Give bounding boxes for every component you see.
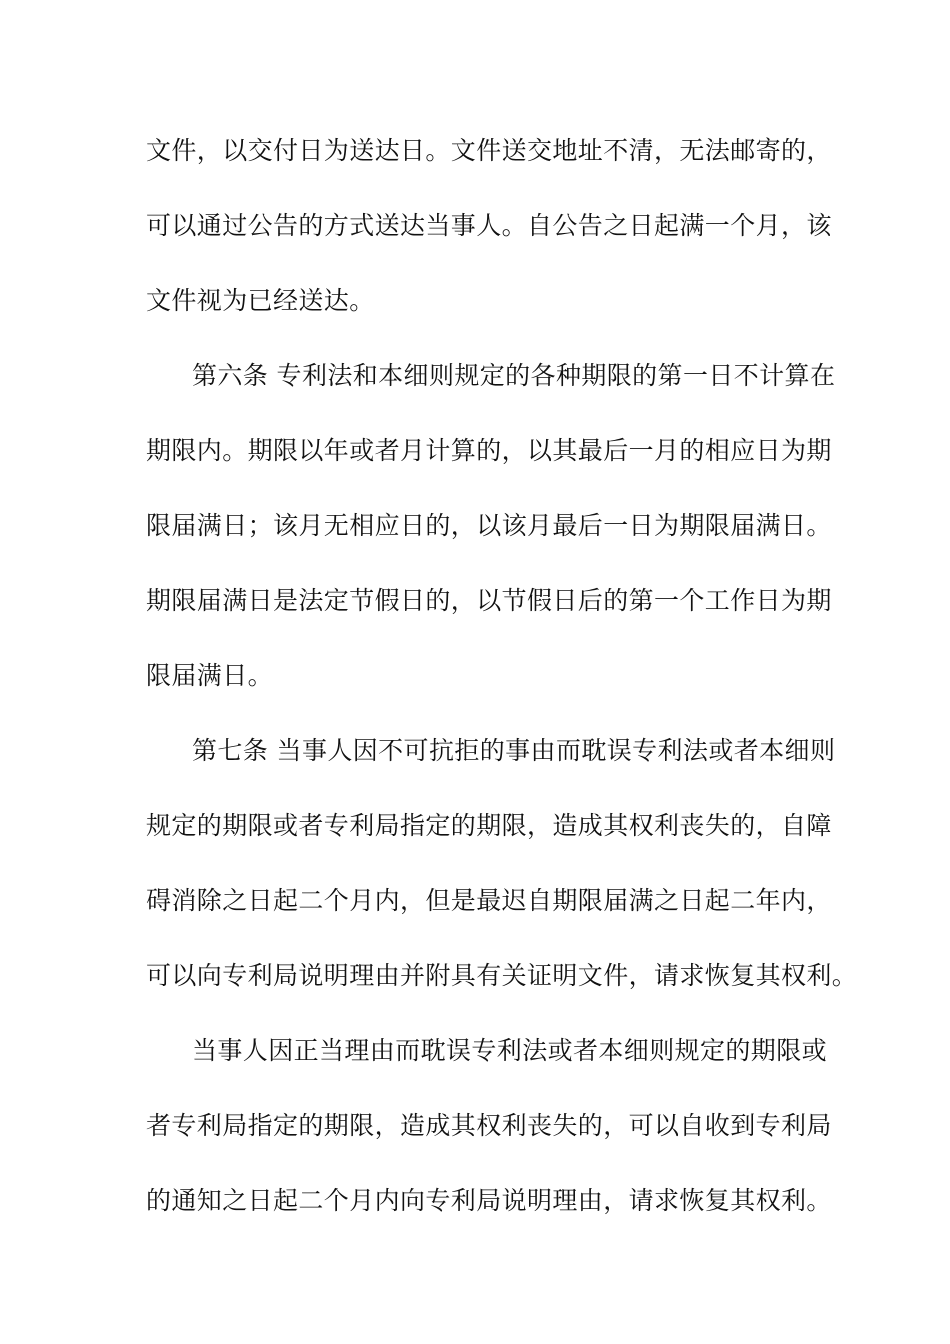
- text-line: 期限内。期限以年或者月计算的，以其最后一月的相应日为期: [146, 436, 832, 465]
- text-line: 限届满日。: [146, 661, 274, 690]
- text-line: 可以通过公告的方式送达当事人。自公告之日起满一个月，该: [146, 211, 832, 240]
- text-line: 者专利局指定的期限，造成其权利丧失的，可以自收到专利局: [146, 1111, 832, 1140]
- text-line: 限届满日；该月无相应日的，以该月最后一日为期限届满日。: [146, 511, 832, 540]
- text-line: 文件视为已经送达。: [146, 286, 375, 315]
- text-line: 规定的期限或者专利局指定的期限，造成其权利丧失的，自障: [146, 811, 832, 840]
- paragraph-first-line: 当事人因正当理由而耽误专利法或者本细则规定的期限或: [192, 1036, 828, 1065]
- text-line: 碍消除之日起二个月内，但是最迟自期限届满之日起二年内，: [146, 886, 832, 915]
- text-line: 可以向专利局说明理由并附具有关证明文件，请求恢复其权利。: [146, 961, 858, 990]
- text-line: 期限届满日是法定节假日的，以节假日后的第一个工作日为期: [146, 586, 832, 615]
- text-line: 文件，以交付日为送达日。文件送交地址不清，无法邮寄的，: [146, 136, 832, 165]
- article-6-first-line: 第六条 专利法和本细则规定的各种期限的第一日不计算在: [192, 361, 836, 390]
- text-line: 的通知之日起二个月内向专利局说明理由，请求恢复其权利。: [146, 1186, 832, 1215]
- article-7-first-line: 第七条 当事人因不可抗拒的事由而耽误专利法或者本细则: [192, 736, 836, 765]
